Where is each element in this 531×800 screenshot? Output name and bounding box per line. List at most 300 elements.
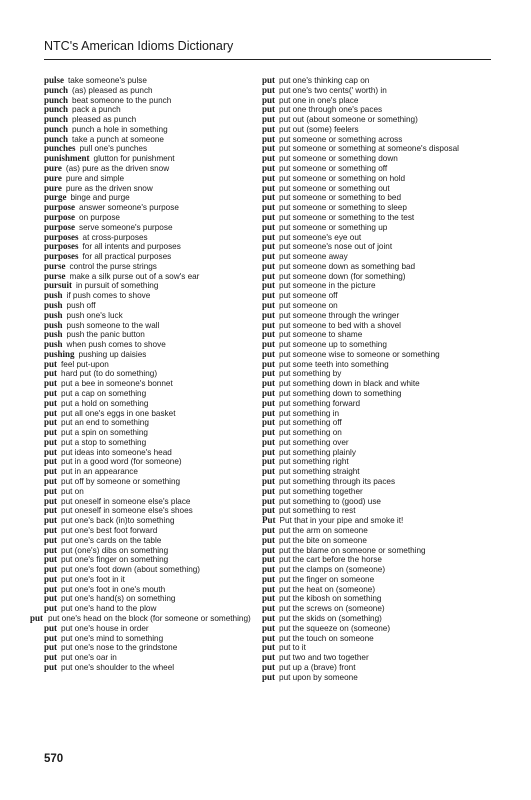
index-entry — [262, 643, 484, 653]
entry-headword: put — [44, 515, 58, 526]
index-entry — [44, 125, 259, 135]
entry-phrase: push off — [66, 300, 96, 310]
entry-phrase: put something over — [279, 437, 349, 447]
index-entry — [44, 213, 259, 223]
entry-headword: push — [44, 290, 63, 301]
entry-headword: put — [262, 642, 276, 653]
index-entry — [44, 340, 259, 350]
index-entry — [262, 174, 484, 184]
entry-headword: put — [262, 309, 276, 320]
entry-phrase: put someone or something to sleep — [279, 203, 407, 213]
index-entry — [262, 301, 484, 311]
entry-phrase: put the heat on (someone) — [279, 584, 376, 594]
index-entry — [262, 536, 484, 546]
entry-headword: put — [262, 75, 276, 85]
index-entry — [262, 350, 484, 360]
index-entry — [262, 144, 484, 154]
entry-headword: put — [262, 192, 276, 203]
entry-headword: put — [262, 133, 276, 144]
index-entry — [262, 457, 484, 467]
entry-headword: put — [262, 397, 276, 408]
entry-headword: put — [262, 114, 276, 125]
entry-phrase: put one's foot in one's mouth — [61, 584, 166, 594]
index-entry — [262, 272, 484, 282]
index-entry — [262, 193, 484, 203]
entry-phrase: put one's head on the block (for someone or something) — [48, 613, 251, 623]
index-entry — [262, 86, 484, 96]
index-entry — [44, 262, 259, 272]
index-entry — [44, 409, 259, 419]
entry-headword: put — [262, 251, 276, 262]
entry-headword: put — [44, 446, 58, 457]
entry-headword: put — [44, 427, 58, 438]
page-number: 570 — [44, 753, 64, 765]
entry-phrase: when push comes to shove — [66, 340, 166, 350]
entry-phrase: put the bite on someone — [279, 535, 367, 545]
index-entry — [262, 213, 484, 223]
entry-phrase: put a bee in someone's bonnet — [61, 379, 173, 389]
index-entry — [262, 409, 484, 419]
entry-phrase: put the cart before the horse — [279, 555, 382, 565]
entry-headword: put — [262, 554, 276, 565]
entry-phrase: put ideas into someone's head — [61, 447, 172, 457]
index-entry — [262, 673, 484, 683]
index-entry — [44, 272, 259, 282]
entry-headword: purse — [44, 260, 66, 271]
entry-phrase: serve someone's purpose — [79, 222, 173, 232]
index-entry — [262, 340, 484, 350]
entry-phrase: put something together — [279, 486, 363, 496]
entry-headword: put — [44, 632, 58, 643]
entry-phrase: put oneself in someone else's shoes — [61, 506, 193, 516]
index-entry — [262, 526, 484, 536]
index-entry — [262, 291, 484, 301]
entry-phrase: put one's cards on the table — [61, 535, 162, 545]
entry-headword: put — [262, 407, 276, 418]
entry-headword: put — [262, 84, 276, 95]
index-entry — [262, 311, 484, 321]
entry-headword: pursuit — [44, 280, 73, 291]
entry-headword: put — [262, 329, 276, 340]
index-entry — [262, 135, 484, 145]
header-rule — [44, 59, 491, 60]
entry-phrase: put the screws on (someone) — [279, 604, 385, 614]
index-column-left — [30, 75, 259, 673]
entry-headword: put — [262, 388, 276, 398]
entry-phrase: put someone in the picture — [279, 281, 376, 291]
entry-phrase: pure and simple — [65, 173, 125, 183]
index-entry — [262, 96, 484, 106]
entry-phrase: for all practical purposes — [82, 252, 172, 262]
entry-phrase: put oneself in someone else's place — [61, 496, 191, 506]
index-entry — [44, 252, 259, 262]
index-entry — [44, 193, 259, 203]
entry-phrase: put in a good word (for someone) — [61, 457, 182, 467]
index-entry — [262, 428, 484, 438]
entry-headword: punches — [44, 143, 76, 154]
entry-headword: put — [262, 104, 276, 115]
entry-phrase: at cross-purposes — [82, 232, 148, 242]
entry-phrase: put one's best foot forward — [61, 525, 158, 535]
entry-headword: Put — [262, 515, 276, 526]
entry-headword: put — [44, 368, 58, 379]
index-entry — [262, 487, 484, 497]
entry-headword: put — [44, 564, 58, 575]
entry-headword: pushing — [44, 348, 75, 359]
index-entry — [44, 321, 259, 331]
entry-headword: put — [262, 583, 276, 594]
index-entry — [262, 184, 484, 194]
entry-phrase: put one's two cents(' worth) in — [279, 85, 387, 95]
entry-phrase: put some teeth into something — [279, 359, 389, 369]
entry-phrase: push one's luck — [66, 310, 123, 320]
index-entry — [262, 604, 484, 614]
entry-phrase: beat someone to the punch — [72, 95, 172, 105]
entry-headword: put — [262, 436, 276, 447]
entry-phrase: pushing up daisies — [78, 349, 147, 359]
entry-headword: put — [44, 417, 58, 428]
entry-phrase: put someone or something up — [279, 222, 388, 232]
index-entry — [44, 477, 259, 487]
entry-phrase: hard put (to do something) — [61, 369, 158, 379]
entry-phrase: take a punch at someone — [72, 134, 164, 144]
entry-phrase: put someone or something down — [279, 154, 398, 164]
index-entry — [44, 663, 259, 673]
entry-headword: put — [262, 652, 276, 663]
entry-headword: put — [44, 388, 58, 398]
entry-headword: put — [44, 485, 58, 496]
entry-phrase: put someone down as something bad — [279, 261, 416, 271]
entry-headword: put — [44, 622, 58, 633]
entry-headword: put — [262, 163, 276, 174]
entry-headword: put — [262, 270, 276, 281]
entry-phrase: take someone's pulse — [68, 76, 147, 85]
entry-phrase: put the blame on someone or something — [279, 545, 426, 555]
entry-headword: punch — [44, 133, 69, 144]
entry-headword: purposes — [44, 241, 79, 252]
index-entry — [44, 585, 259, 595]
entry-phrase: pleased as punch — [72, 115, 137, 125]
index-entry — [262, 497, 484, 507]
entry-headword: punch — [44, 123, 69, 134]
entry-headword: put — [262, 456, 276, 467]
index-entry — [44, 184, 259, 194]
index-entry — [44, 448, 259, 458]
entry-phrase: put up a (brave) front — [279, 662, 356, 672]
entry-phrase: put something forward — [279, 398, 361, 408]
entry-phrase: put off by someone or something — [61, 477, 181, 487]
entry-headword: put — [262, 339, 276, 350]
index-entry — [262, 438, 484, 448]
entry-phrase: put someone down (for something) — [279, 271, 406, 281]
entry-phrase: put one in one's place — [279, 95, 359, 105]
entry-phrase: pure as the driven snow — [65, 183, 153, 193]
entry-headword: push — [44, 329, 63, 340]
index-entry — [262, 653, 484, 663]
entry-headword: purpose — [44, 202, 76, 213]
entry-headword: put — [44, 583, 58, 594]
entry-phrase: put the kibosh on something — [279, 594, 382, 604]
index-entry — [262, 125, 484, 135]
entry-phrase: put one's back (in)to something — [61, 516, 175, 526]
entry-phrase: put a cap on something — [61, 389, 147, 398]
entry-headword: put — [44, 544, 58, 555]
entry-headword: put — [262, 182, 276, 193]
index-entry — [44, 96, 259, 106]
entry-headword: put — [44, 397, 58, 408]
index-entry — [262, 634, 484, 644]
entry-headword: put — [262, 123, 276, 134]
index-entry — [44, 311, 259, 321]
index-entry — [44, 115, 259, 125]
entry-phrase: put someone or something out — [279, 183, 390, 193]
entry-headword: put — [262, 485, 276, 496]
index-entry — [44, 653, 259, 663]
index-entry — [262, 252, 484, 262]
entry-headword: punch — [44, 104, 69, 115]
index-entry — [44, 360, 259, 370]
entry-headword: put — [262, 348, 276, 359]
index-entry — [44, 418, 259, 428]
entry-headword: put — [262, 417, 276, 428]
entry-headword: put — [262, 603, 276, 614]
running-header: NTC's American Idioms Dictionary — [44, 39, 234, 53]
entry-headword: put — [262, 564, 276, 575]
entry-phrase: put one's foot in it — [61, 574, 125, 584]
index-entry — [262, 575, 484, 585]
entry-phrase: push the panic button — [66, 330, 145, 340]
entry-phrase: put something straight — [279, 467, 360, 477]
entry-phrase: put someone's eye out — [279, 232, 362, 242]
entry-headword: push — [44, 309, 63, 320]
entry-phrase: put something by — [279, 369, 342, 379]
entry-headword: put — [44, 466, 58, 477]
entry-headword: put — [44, 524, 58, 535]
entry-phrase: put all one's eggs in one basket — [61, 408, 176, 418]
entry-phrase: put the finger on someone — [279, 574, 375, 584]
index-entry — [262, 76, 484, 86]
entry-phrase: put out (about someone or something) — [279, 115, 418, 125]
index-entry — [262, 281, 484, 291]
index-entry — [262, 369, 484, 379]
entry-phrase: put the clamps on (someone) — [279, 565, 386, 575]
index-column-right — [262, 76, 484, 682]
entry-phrase: put one's mind to something — [61, 633, 164, 643]
entry-headword: put — [262, 476, 276, 487]
index-entry — [44, 105, 259, 115]
entry-phrase: put one's foot down (about something) — [61, 565, 201, 575]
entry-headword: put — [262, 495, 276, 506]
entry-phrase: put something on — [279, 428, 342, 438]
index-entry — [262, 389, 484, 399]
entry-headword: put — [262, 290, 276, 301]
entry-phrase: put one's nose to the grindstone — [61, 643, 178, 653]
entry-phrase: put the skids on (something) — [279, 613, 382, 623]
index-entry — [44, 487, 259, 497]
entry-phrase: on purpose — [79, 212, 120, 222]
entry-phrase: put the touch on someone — [279, 633, 374, 643]
index-entry — [44, 76, 259, 86]
entry-headword: push — [44, 339, 63, 350]
entry-phrase: put someone or something off — [279, 164, 388, 174]
index-entry — [262, 203, 484, 213]
index-entry — [44, 575, 259, 585]
index-entry — [44, 497, 259, 507]
entry-headword: put — [262, 622, 276, 633]
entry-headword: put — [262, 319, 276, 330]
entry-headword: put — [262, 671, 276, 682]
index-entry — [44, 594, 259, 604]
index-entry — [44, 604, 259, 614]
index-entry — [44, 467, 259, 477]
entry-phrase: Put that in your pipe and smoke it! — [279, 516, 404, 526]
index-entry — [44, 516, 259, 526]
entry-headword: put — [262, 211, 276, 222]
entry-phrase: control the purse strings — [69, 261, 157, 271]
index-entry — [262, 262, 484, 272]
index-entry — [44, 546, 259, 556]
index-entry — [44, 555, 259, 565]
entry-headword: put — [262, 593, 276, 604]
index-entry — [262, 164, 484, 174]
entry-phrase: put a spin on something — [61, 428, 148, 438]
index-entry — [262, 624, 484, 634]
entry-headword: put — [44, 456, 58, 467]
entry-phrase: put something plainly — [279, 447, 356, 457]
entry-phrase: put one's finger on something — [61, 555, 169, 565]
entry-phrase: put one's house in order — [61, 623, 149, 633]
entry-headword: put — [262, 260, 276, 271]
entry-headword: put — [262, 378, 276, 389]
entry-phrase: if push comes to shove — [66, 291, 151, 301]
index-entry — [262, 467, 484, 477]
index-entry — [44, 506, 259, 516]
entry-phrase: put something down in black and white — [279, 379, 420, 389]
entry-phrase: put something down to something — [279, 389, 402, 398]
index-entry — [262, 546, 484, 556]
entry-headword: put — [262, 661, 276, 672]
entry-headword: put — [262, 153, 276, 164]
index-entry — [44, 291, 259, 301]
entry-phrase: put upon by someone — [279, 672, 358, 682]
entry-headword: put — [262, 544, 276, 555]
entry-headword: purposes — [44, 251, 79, 262]
index-entry — [44, 399, 259, 409]
entry-headword: put — [262, 534, 276, 545]
entry-headword: put — [44, 534, 58, 545]
entry-phrase: put someone or something at someone's disposal — [279, 144, 459, 154]
entry-headword: purpose — [44, 221, 76, 232]
index-entry — [44, 281, 259, 291]
entry-headword: put — [262, 358, 276, 369]
index-entry — [262, 360, 484, 370]
entry-phrase: make a silk purse out of a sow's ear — [69, 271, 200, 281]
entry-headword: put — [262, 143, 276, 154]
entry-headword: put — [44, 661, 58, 672]
entry-headword: put — [262, 299, 276, 310]
entry-phrase: put the squeeze on (someone) — [279, 623, 391, 633]
index-entry — [44, 389, 259, 399]
entry-phrase: put someone's nose out of joint — [279, 242, 393, 252]
entry-headword: pulse — [44, 75, 65, 85]
entry-phrase: put someone off — [279, 291, 338, 301]
entry-headword: push — [44, 319, 63, 330]
entry-headword: put — [44, 436, 58, 447]
entry-headword: put — [44, 407, 58, 418]
entry-headword: pure — [44, 163, 62, 174]
entry-headword: put — [262, 573, 276, 584]
index-entry — [262, 154, 484, 164]
entry-headword: put — [262, 231, 276, 242]
index-entry: put put one's head on the block (for someone or something) — [30, 612, 251, 623]
index-entry — [262, 223, 484, 233]
index-entry — [262, 105, 484, 115]
index-entry — [44, 174, 259, 184]
entry-phrase: put someone to shame — [279, 330, 363, 340]
entry-headword: punishment — [44, 153, 90, 164]
index-entry — [44, 350, 259, 360]
entry-phrase: put one's shoulder to the wheel — [61, 662, 175, 672]
entry-phrase: put the arm on someone — [279, 525, 368, 535]
entry-phrase: put someone or something across — [279, 134, 403, 144]
index-entry — [44, 164, 259, 174]
entry-headword: put — [262, 632, 276, 643]
entry-phrase: binge and purge — [70, 193, 130, 203]
entry-headword: put — [262, 221, 276, 232]
index-entry — [44, 369, 259, 379]
entry-headword: put — [44, 358, 58, 369]
entry-phrase: put out (some) feelers — [279, 124, 359, 134]
entry-headword: pure — [44, 172, 62, 183]
entry-phrase: put something to (good) use — [279, 496, 381, 506]
entry-phrase: put a stop to something — [61, 437, 147, 447]
entry-phrase: put something to rest — [279, 506, 356, 516]
index-entry — [262, 614, 484, 624]
index-entry — [44, 526, 259, 536]
entry-phrase: put one's hand to the plow — [61, 604, 157, 614]
entry-phrase: put something in — [279, 408, 340, 418]
entry-headword: pure — [44, 182, 62, 193]
index-entry — [44, 457, 259, 467]
entry-phrase: put one's hand(s) on something — [61, 594, 176, 604]
index-entry — [44, 86, 259, 96]
entry-phrase: in pursuit of something — [76, 281, 159, 291]
entry-phrase: pack a punch — [72, 105, 121, 115]
index-entry — [44, 643, 259, 653]
index-entry — [262, 594, 484, 604]
entry-headword: put — [44, 554, 58, 565]
index-entry — [44, 536, 259, 546]
entry-phrase: put someone on — [279, 300, 338, 310]
entry-phrase: put in an appearance — [61, 467, 138, 477]
entry-phrase: for all intents and purposes — [82, 242, 181, 252]
index-entry — [262, 233, 484, 243]
entry-headword: put — [262, 94, 276, 105]
entry-phrase: glutton for punishment — [93, 154, 175, 164]
entry-phrase: pull one's punches — [79, 144, 148, 154]
entry-phrase: put someone or something to the test — [279, 212, 415, 222]
entry-phrase: put someone wise to someone or something — [279, 349, 440, 359]
index-entry — [44, 203, 259, 213]
index-entry — [44, 565, 259, 575]
index-entry — [44, 330, 259, 340]
index-entry — [44, 438, 259, 448]
entry-headword: put — [262, 612, 276, 623]
entry-headword: put — [44, 495, 58, 506]
entry-headword: put — [44, 476, 58, 487]
entry-headword: put — [262, 524, 276, 535]
index-entry — [44, 301, 259, 311]
